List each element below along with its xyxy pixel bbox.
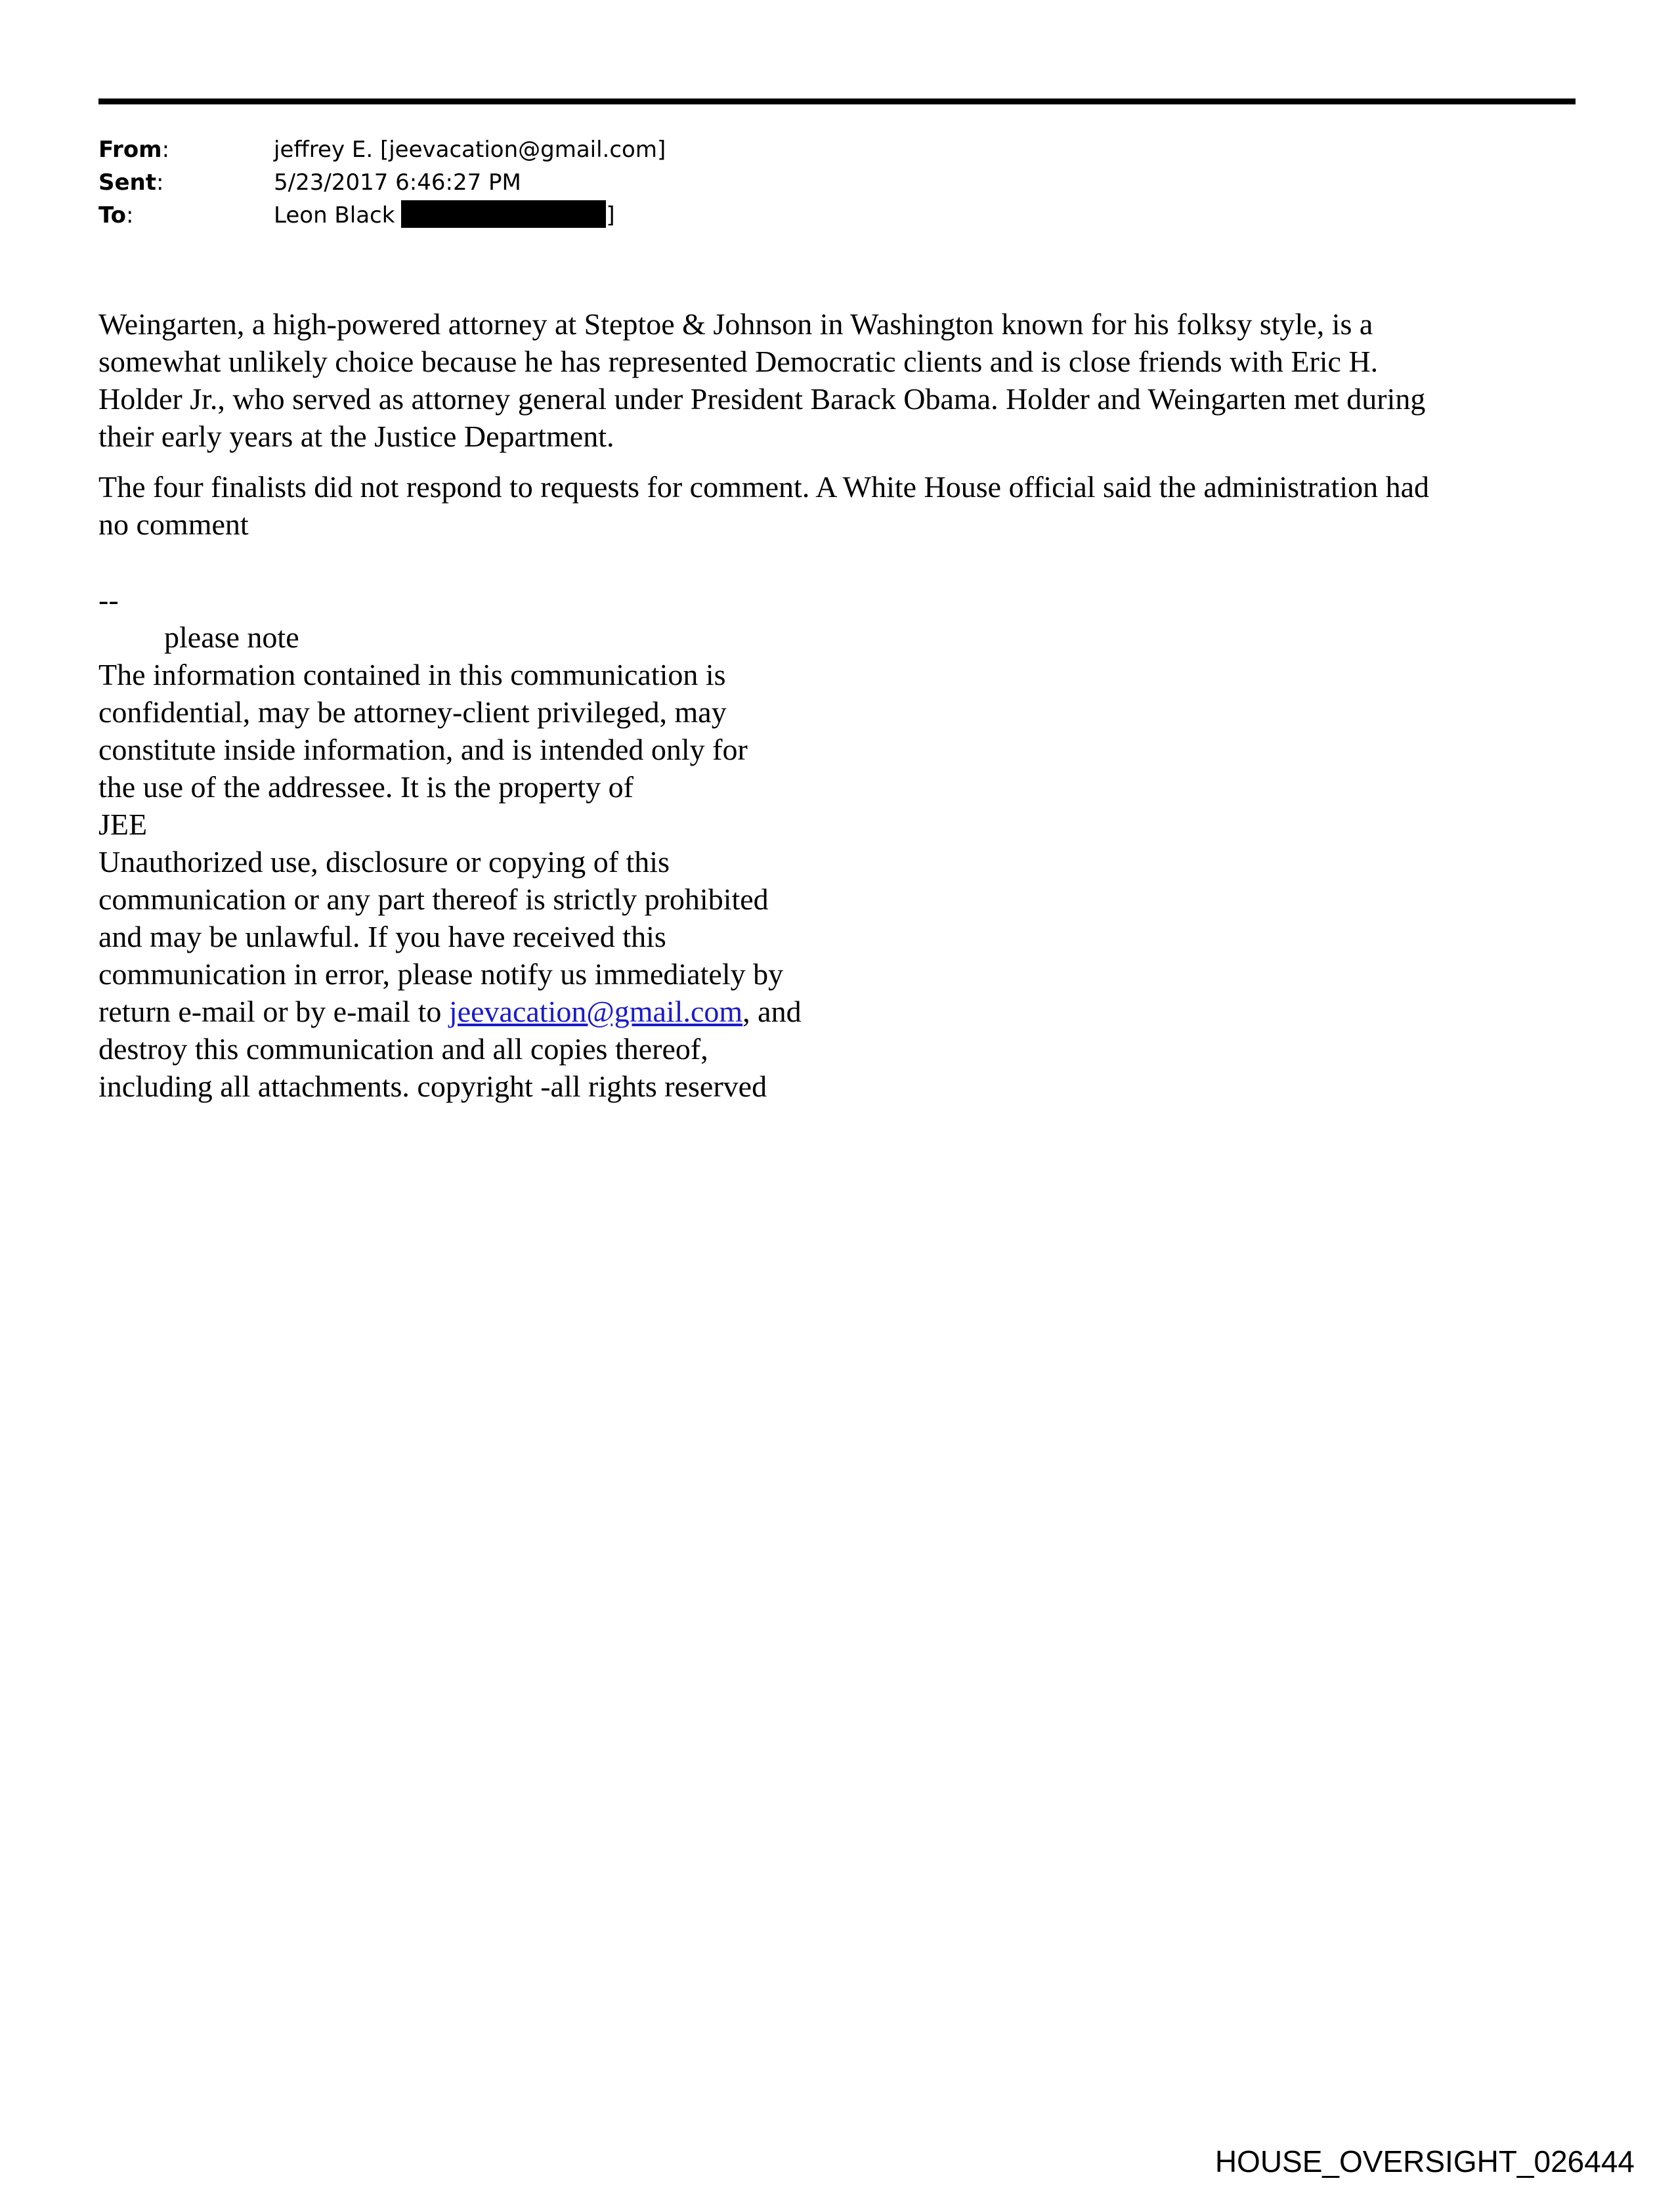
disclaimer-line: the use of the addressee. It is the property of <box>98 770 633 804</box>
link-prefix: return e-mail or by e-mail to <box>98 995 449 1028</box>
body-line: Weingarten, a high-powered attorney at Steptoe & Johnson in Washington known for his folksy style, is a <box>98 307 1373 341</box>
disclaimer-line-with-link <box>98 993 802 1030</box>
disclaimer-line: constitute inside information, and is intended only for <box>98 733 748 766</box>
signature-please-note: please note <box>164 620 299 654</box>
to-label: To <box>98 202 127 228</box>
disclaimer-line: The information contained in this communication is <box>98 658 726 691</box>
from-value: jeffrey E. [jeevacation@gmail.com] <box>274 137 666 163</box>
header-rule <box>98 98 1576 104</box>
redaction-box <box>401 200 606 228</box>
bates-number: HOUSE_OVERSIGHT_026444 <box>1214 2144 1635 2179</box>
disclaimer-line: destroy this communication and all copies thereof, <box>98 1032 708 1066</box>
sent-label: Sent <box>98 169 157 196</box>
disclaimer-line: including all attachments. copyright -all rights reserved <box>98 1070 767 1103</box>
link-suffix: , and <box>742 995 802 1028</box>
signature-separator: -- <box>98 583 119 617</box>
sent-colon: : <box>156 169 164 196</box>
disclaimer-line: JEE <box>98 808 148 841</box>
sent-value: 5/23/2017 6:46:27 PM <box>274 169 521 196</box>
body-line: their early years at the Justice Department. <box>98 420 614 453</box>
body-line: The four finalists did not respond to requests for comment. A White House official said the administration had <box>98 470 1430 504</box>
disclaimer-line: Unauthorized use, disclosure or copying of this <box>98 845 670 878</box>
disclaimer-line: confidential, may be attorney-client privileged, may <box>98 695 727 729</box>
disclaimer-line: communication or any part thereof is strictly prohibited <box>98 882 769 916</box>
body-line: Holder Jr., who served as attorney general under President Barack Obama. Holder and Weingarten met during <box>98 382 1426 416</box>
to-colon: : <box>126 202 134 228</box>
body-line: somewhat unlikely choice because he has represented Democratic clients and is close friends with Eric H. <box>98 345 1379 378</box>
disclaimer-line: communication in error, please notify us immediately by <box>98 957 784 991</box>
to-value: Leon Black <box>274 202 395 228</box>
from-colon: : <box>161 137 170 163</box>
to-bracket: ] <box>606 202 615 228</box>
disclaimer-line: and may be unlawful. If you have received this <box>98 920 666 953</box>
body-line: no comment <box>98 508 249 541</box>
from-label: From <box>98 137 162 163</box>
email-link[interactable]: jeevacation@gmail.com <box>448 995 743 1028</box>
